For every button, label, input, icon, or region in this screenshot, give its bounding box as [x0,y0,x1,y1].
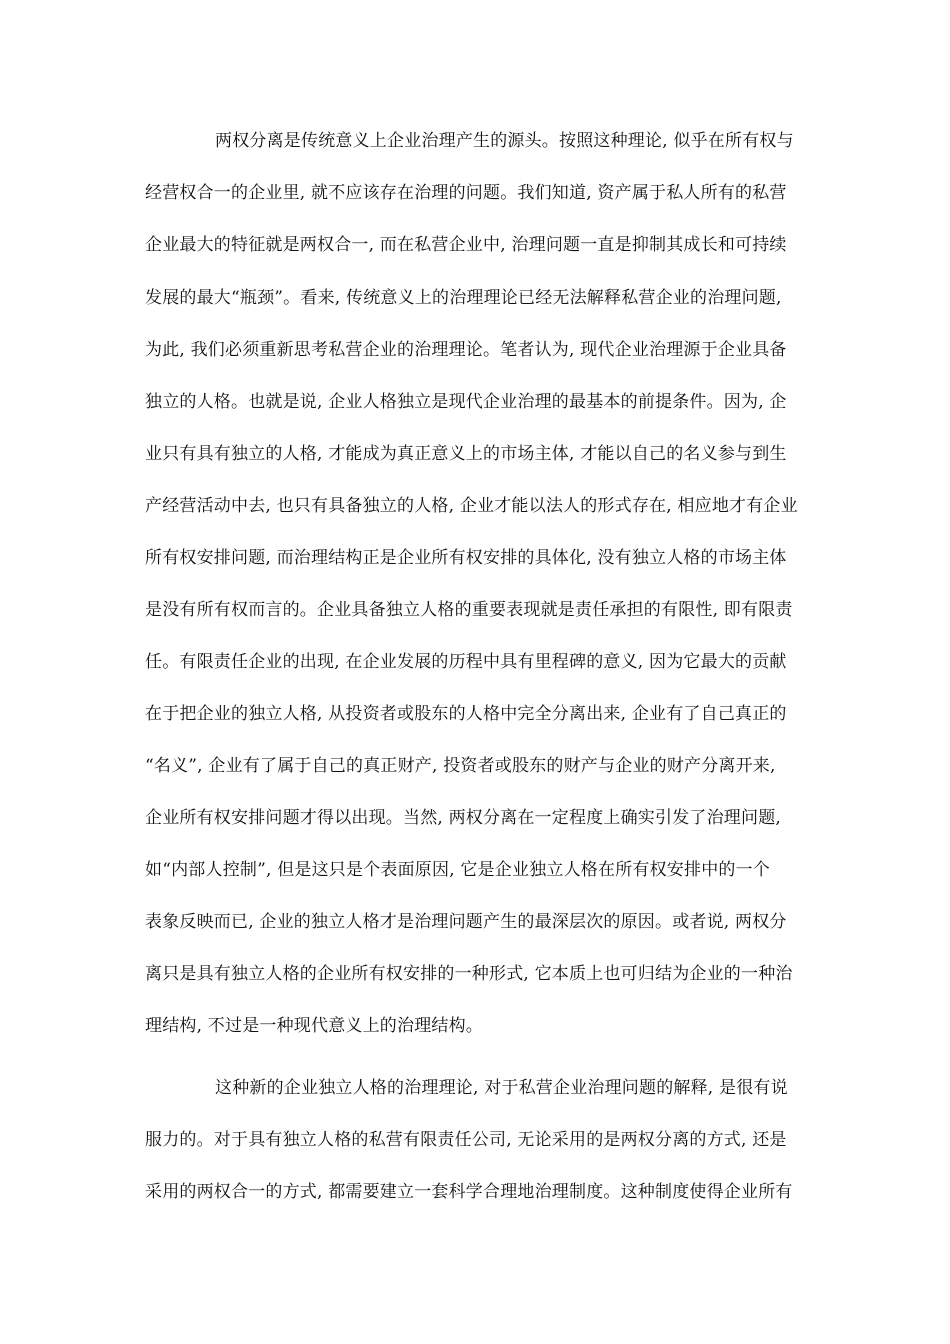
text-line: 独立的人格。也就是说, 企业人格独立是现代企业治理的最基本的前提条件。因为, 企 [145,392,787,412]
text-line: “名义”, 企业有了属于自己的真正财产, 投资者或股东的财产与企业的财产分离开来, [145,756,776,776]
text-line: 离只是具有独立人格的企业所有权安排的一种形式, 它本质上也可归结为企业的一种治 [145,964,793,984]
text-line: 两权分离是传统意义上企业治理产生的源头。按照这种理论, 似乎在所有权与 [215,131,794,151]
text-line: 所有权安排问题, 而治理结构正是企业所有权安排的具体化, 没有独立人格的市场主体 [145,548,787,568]
text-line: 业只有具有独立的人格, 才能成为真正意义上的市场主体, 才能以自己的名义参与到生 [145,444,787,464]
text-line: 服力的。对于具有独立人格的私营有限责任公司, 无论采用的是两权分离的方式, 还是 [145,1130,787,1150]
text-line: 在于把企业的独立人格, 从投资者或股东的人格中完全分离出来, 企业有了自己真正的 [145,704,787,724]
text-line: 发展的最大“瓶颈”。看来, 传统意义上的治理理论已经无法解释私营企业的治理问题, [145,288,782,308]
text-line: 任。有限责任企业的出现, 在企业发展的历程中具有里程碑的意义, 因为它最大的贡献 [145,652,787,672]
text-line: 经营权合一的企业里, 就不应该存在治理的问题。我们知道, 资产属于私人所有的私营 [145,183,787,203]
text-line: 为此, 我们必须重新思考私营企业的治理理论。笔者认为, 现代企业治理源于企业具备 [145,340,787,360]
text-line: 采用的两权合一的方式, 都需要建立一套科学合理地治理制度。这种制度使得企业所有 [145,1182,793,1202]
text-line: 企业所有权安排问题才得以出现。当然, 两权分离在一定程度上确实引发了治理问题, [145,808,782,828]
text-line: 企业最大的特征就是两权合一, 而在私营企业中, 治理问题一直是抑制其成长和可持续 [145,235,787,255]
text-line: 是没有所有权而言的。企业具备独立人格的重要表现就是责任承担的有限性, 即有限责 [145,600,793,620]
text-line: 如“内部人控制”, 但是这只是个表面原因, 它是企业独立人格在所有权安排中的一个 [145,860,770,880]
text-line: 理结构, 不过是一种现代意义上的治理结构。 [145,1016,484,1036]
text-line: 这种新的企业独立人格的治理理论, 对于私营企业治理问题的解释, 是很有说 [215,1078,788,1098]
text-line: 表象反映而已, 企业的独立人格才是治理问题产生的最深层次的原因。或者说, 两权分 [145,912,787,932]
text-line: 产经营活动中去, 也只有具备独立的人格, 企业才能以法人的形式存在, 相应地才有企业 [145,496,798,516]
